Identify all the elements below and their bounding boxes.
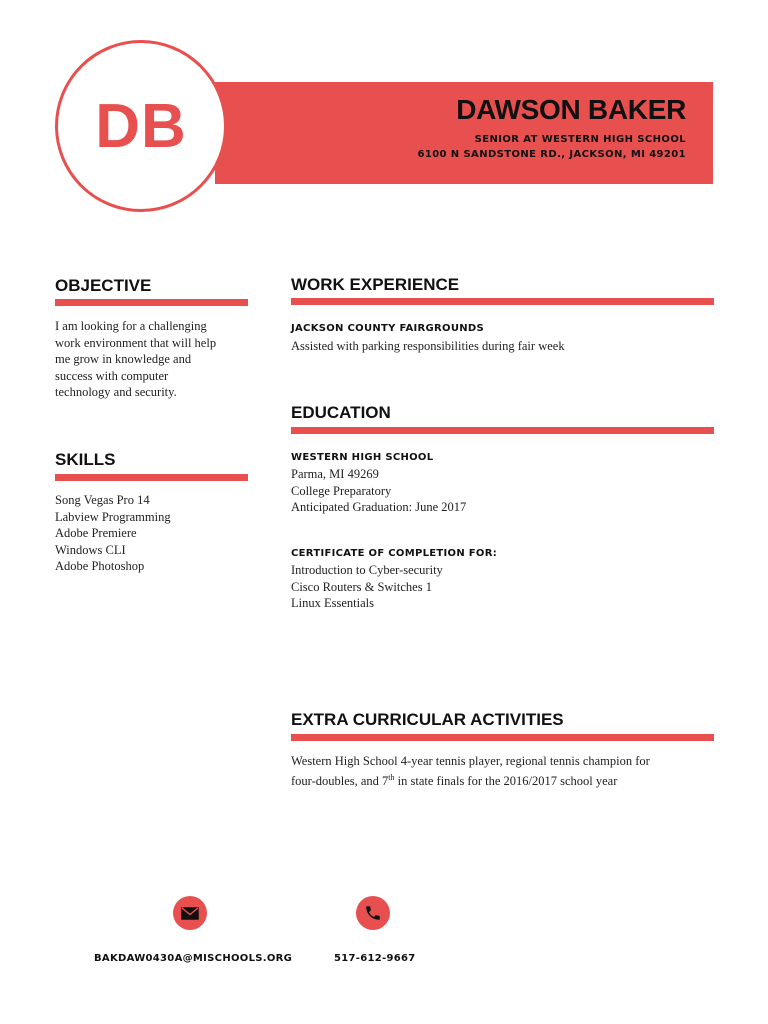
activities-line: Western High School 4-year tennis player, regional tennis champion for <box>291 754 650 768</box>
contact-phone[interactable]: 517-612-9667 <box>334 953 416 964</box>
monogram-initials: DB <box>95 91 187 161</box>
work-description: Assisted with parking responsibilities during fair week <box>291 339 565 353</box>
objective-line: technology and security. <box>55 385 177 399</box>
education-line: Anticipated Graduation: June 2017 <box>291 500 467 514</box>
certificate-item: Linux Essentials <box>291 596 374 610</box>
activities-text <box>291 753 721 789</box>
phone-icon[interactable] <box>356 896 390 930</box>
education-line: Parma, MI 49269 <box>291 467 379 481</box>
activities-divider <box>291 734 714 741</box>
certificate-list <box>291 562 443 612</box>
objective-text <box>55 318 255 401</box>
education-school: WESTERN HIGH SCHOOL <box>291 452 434 463</box>
skill-item: Song Vegas Pro 14 <box>55 493 150 507</box>
objective-line: work environment that will help <box>55 335 217 350</box>
objective-line: me grow in knowledge and <box>55 352 192 366</box>
skills-list <box>55 492 255 575</box>
education-heading: EDUCATION <box>291 403 391 422</box>
resume-name: DAWSON BAKER <box>456 94 686 125</box>
work-heading: WORK EXPERIENCE <box>291 275 460 294</box>
activities-heading: EXTRA CURRICULAR ACTIVITIES <box>291 710 564 729</box>
education-details <box>291 466 466 516</box>
contact-email[interactable]: BAKDAW0430A@MISCHOOLS.ORG <box>94 953 293 964</box>
skill-item: Adobe Photoshop <box>55 559 145 573</box>
envelope-icon[interactable] <box>173 896 207 930</box>
objective-heading: OBJECTIVE <box>55 276 152 295</box>
activities-line: four-doubles, and 7th in state finals for the 2016/2017 school year <box>291 772 618 788</box>
education-divider <box>291 427 714 434</box>
work-employer: JACKSON COUNTY FAIRGROUNDS <box>291 323 485 334</box>
objective-divider <box>55 299 248 306</box>
monogram-circle <box>55 40 227 212</box>
certificate-item: Cisco Routers & Switches 1 <box>291 579 432 594</box>
objective-line: success with computer <box>55 368 169 383</box>
certificate-heading: CERTIFICATE OF COMPLETION FOR: <box>291 548 498 559</box>
resume-address: 6100 N SANDSTONE RD., JACKSON, MI 49201 <box>417 149 686 160</box>
objective-line: I am looking for a challenging <box>55 319 207 333</box>
resume-subtitle: SENIOR AT WESTERN HIGH SCHOOL <box>474 134 686 145</box>
skill-item: Labview Programming <box>55 509 171 524</box>
skills-divider <box>55 474 248 481</box>
skills-heading: SKILLS <box>55 450 116 469</box>
education-line: College Preparatory <box>291 483 392 498</box>
skill-item: Windows CLI <box>55 542 126 557</box>
work-divider <box>291 298 714 305</box>
certificate-item: Introduction to Cyber-security <box>291 563 443 577</box>
skill-item: Adobe Premiere <box>55 526 137 540</box>
